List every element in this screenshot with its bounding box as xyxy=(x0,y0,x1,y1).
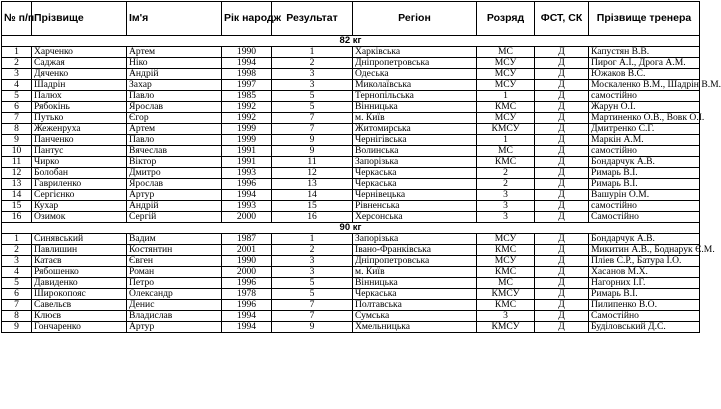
cell-region: Дніпропетровська xyxy=(353,256,477,267)
cell-rank: МСУ xyxy=(477,113,535,124)
cell-surname: Болобан xyxy=(32,168,127,179)
cell-result: 5 xyxy=(272,289,353,300)
cell-rank: 3 xyxy=(477,212,535,223)
header-region: Регіон xyxy=(353,2,477,36)
cell-fst: Д xyxy=(535,245,589,256)
cell-coach: Капустян В.В. xyxy=(589,47,700,58)
cell-region: Дніпропетровська xyxy=(353,58,477,69)
cell-result: 12 xyxy=(272,168,353,179)
cell-fst: Д xyxy=(535,69,589,80)
cell-num: 12 xyxy=(2,168,32,179)
cell-fst: Д xyxy=(535,179,589,190)
cell-name: Дмитро xyxy=(127,168,222,179)
cell-region: Чернігівська xyxy=(353,135,477,146)
cell-coach: самостійно xyxy=(589,91,700,102)
cell-rank: МС xyxy=(477,146,535,157)
cell-num: 7 xyxy=(2,300,32,311)
cell-rank: МСУ xyxy=(477,58,535,69)
table-row xyxy=(2,179,700,190)
cell-coach: Буділовський Д.С. xyxy=(589,322,700,333)
cell-coach: Римарь В.І. xyxy=(589,168,700,179)
cell-result: 7 xyxy=(272,311,353,322)
cell-region: Вінницька xyxy=(353,102,477,113)
table-row xyxy=(2,58,700,69)
cell-name: Вячеслав xyxy=(127,146,222,157)
table-row xyxy=(2,102,700,113)
cell-result: 5 xyxy=(272,278,353,289)
cell-coach: Дмитренко С.Г. xyxy=(589,124,700,135)
cell-surname: Павлишин xyxy=(32,245,127,256)
cell-name: Андрій xyxy=(127,201,222,212)
cell-surname: Саджая xyxy=(32,58,127,69)
cell-region: Рівненська xyxy=(353,201,477,212)
cell-result: 3 xyxy=(272,69,353,80)
cell-surname: Катаєв xyxy=(32,256,127,267)
cell-rank: КМС xyxy=(477,102,535,113)
cell-result: 2 xyxy=(272,58,353,69)
cell-rank: МС xyxy=(477,278,535,289)
cell-name: Владислав xyxy=(127,311,222,322)
cell-name: Андрій xyxy=(127,69,222,80)
cell-result: 9 xyxy=(272,322,353,333)
cell-coach: Хасанов М.Х. xyxy=(589,267,700,278)
cell-region: м. Київ xyxy=(353,113,477,124)
header-result: Результат xyxy=(272,2,353,36)
cell-num: 3 xyxy=(2,69,32,80)
cell-region: Черкаська xyxy=(353,168,477,179)
cell-year: 2000 xyxy=(222,267,272,278)
cell-region: Запорізька xyxy=(353,234,477,245)
cell-fst: Д xyxy=(535,201,589,212)
cell-coach: Самостійно xyxy=(589,311,700,322)
table-row xyxy=(2,278,700,289)
cell-surname: Рябошенко xyxy=(32,267,127,278)
cell-result: 13 xyxy=(272,179,353,190)
cell-region: Сумська xyxy=(353,311,477,322)
cell-coach: Самостійно xyxy=(589,212,700,223)
cell-result: 14 xyxy=(272,190,353,201)
cell-year: 1991 xyxy=(222,146,272,157)
cell-surname: Рябокінь xyxy=(32,102,127,113)
cell-coach: Вашурін О.М. xyxy=(589,190,700,201)
cell-rank: КМСУ xyxy=(477,289,535,300)
cell-name: Ярослав xyxy=(127,179,222,190)
cell-name: Віктор xyxy=(127,157,222,168)
cell-fst: Д xyxy=(535,47,589,58)
cell-region: Запорізька xyxy=(353,157,477,168)
cell-year: 1994 xyxy=(222,311,272,322)
cell-name: Олександр xyxy=(127,289,222,300)
cell-num: 1 xyxy=(2,234,32,245)
cell-num: 4 xyxy=(2,80,32,91)
cell-fst: Д xyxy=(535,157,589,168)
cell-num: 11 xyxy=(2,157,32,168)
cell-surname: Кухар xyxy=(32,201,127,212)
table-row xyxy=(2,69,700,80)
weight-category-row xyxy=(2,223,700,234)
cell-num: 4 xyxy=(2,267,32,278)
cell-surname: Палюх xyxy=(32,91,127,102)
table-row xyxy=(2,135,700,146)
cell-region: Хмельницька xyxy=(353,322,477,333)
cell-num: 13 xyxy=(2,179,32,190)
cell-name: Вадим xyxy=(127,234,222,245)
cell-num: 8 xyxy=(2,124,32,135)
cell-surname: Синявський xyxy=(32,234,127,245)
cell-coach: самостійно xyxy=(589,146,700,157)
cell-rank: МСУ xyxy=(477,80,535,91)
cell-coach: самостійно xyxy=(589,201,700,212)
cell-num: 1 xyxy=(2,47,32,58)
cell-coach: Пирог А.І., Дрога А.М. xyxy=(589,58,700,69)
cell-result: 7 xyxy=(272,113,353,124)
cell-result: 5 xyxy=(272,102,353,113)
cell-result: 3 xyxy=(272,80,353,91)
cell-fst: Д xyxy=(535,300,589,311)
cell-region: Черкаська xyxy=(353,179,477,190)
cell-name: Павло xyxy=(127,91,222,102)
cell-fst: Д xyxy=(535,113,589,124)
cell-year: 2001 xyxy=(222,245,272,256)
cell-fst: Д xyxy=(535,135,589,146)
cell-name: Роман xyxy=(127,267,222,278)
header-name: Ім'я xyxy=(127,2,222,36)
cell-year: 1978 xyxy=(222,289,272,300)
cell-surname: Панченко xyxy=(32,135,127,146)
cell-num: 15 xyxy=(2,201,32,212)
cell-year: 1990 xyxy=(222,47,272,58)
table-row xyxy=(2,157,700,168)
cell-fst: Д xyxy=(535,124,589,135)
cell-rank: 2 xyxy=(477,179,535,190)
cell-rank: 3 xyxy=(477,190,535,201)
cell-surname: Клюєв xyxy=(32,311,127,322)
cell-num: 9 xyxy=(2,135,32,146)
cell-name: Костянтин xyxy=(127,245,222,256)
cell-coach: Микитин А.В., Боднарук Є.М. xyxy=(589,245,700,256)
cell-num: 14 xyxy=(2,190,32,201)
cell-fst: Д xyxy=(535,146,589,157)
cell-surname: Шадрін xyxy=(32,80,127,91)
cell-rank: КМС xyxy=(477,267,535,278)
cell-region: м. Київ xyxy=(353,267,477,278)
table-row xyxy=(2,47,700,58)
cell-name: Сергій xyxy=(127,212,222,223)
header-surname: Прізвище xyxy=(32,2,127,36)
cell-result: 2 xyxy=(272,245,353,256)
cell-coach: Южаков В.С. xyxy=(589,69,700,80)
cell-fst: Д xyxy=(535,168,589,179)
cell-surname: Жеженруха xyxy=(32,124,127,135)
header-coach: Прізвище тренера xyxy=(589,2,700,36)
cell-region: Волинська xyxy=(353,146,477,157)
table-row xyxy=(2,234,700,245)
cell-coach: Бондарчук А.В. xyxy=(589,157,700,168)
cell-name: Артур xyxy=(127,322,222,333)
cell-num: 9 xyxy=(2,322,32,333)
cell-surname: Давиденко xyxy=(32,278,127,289)
cell-fst: Д xyxy=(535,212,589,223)
cell-year: 1992 xyxy=(222,102,272,113)
table-row xyxy=(2,289,700,300)
cell-year: 1991 xyxy=(222,157,272,168)
table-row xyxy=(2,168,700,179)
cell-year: 1998 xyxy=(222,69,272,80)
cell-result: 9 xyxy=(272,146,353,157)
cell-name: Петро xyxy=(127,278,222,289)
cell-coach: Римарь В.І. xyxy=(589,179,700,190)
cell-name: Артур xyxy=(127,190,222,201)
cell-year: 1992 xyxy=(222,113,272,124)
cell-rank: КМСУ xyxy=(477,322,535,333)
cell-region: Черкаська xyxy=(353,289,477,300)
cell-result: 1 xyxy=(272,234,353,245)
cell-fst: Д xyxy=(535,190,589,201)
cell-name: Ніко xyxy=(127,58,222,69)
header-fst: ФСТ, СК xyxy=(535,2,589,36)
cell-name: Артем xyxy=(127,47,222,58)
cell-year: 1994 xyxy=(222,58,272,69)
cell-year: 1999 xyxy=(222,135,272,146)
cell-year: 1993 xyxy=(222,168,272,179)
cell-year: 1993 xyxy=(222,201,272,212)
table-row xyxy=(2,80,700,91)
cell-year: 1987 xyxy=(222,234,272,245)
table-row xyxy=(2,311,700,322)
cell-year: 2000 xyxy=(222,212,272,223)
cell-num: 6 xyxy=(2,289,32,300)
weight-category-row xyxy=(2,36,700,47)
table-row xyxy=(2,146,700,157)
cell-result: 15 xyxy=(272,201,353,212)
cell-year: 1994 xyxy=(222,322,272,333)
cell-name: Денис xyxy=(127,300,222,311)
header-row xyxy=(2,2,700,36)
cell-surname: Савельєв xyxy=(32,300,127,311)
cell-fst: Д xyxy=(535,267,589,278)
cell-result: 5 xyxy=(272,91,353,102)
table-row xyxy=(2,113,700,124)
cell-rank: 1 xyxy=(477,135,535,146)
cell-fst: Д xyxy=(535,91,589,102)
cell-name: Ярослав xyxy=(127,102,222,113)
cell-result: 7 xyxy=(272,124,353,135)
cell-rank: МС xyxy=(477,47,535,58)
cell-surname: Путько xyxy=(32,113,127,124)
cell-fst: Д xyxy=(535,58,589,69)
cell-name: Артем xyxy=(127,124,222,135)
cell-year: 1990 xyxy=(222,256,272,267)
cell-surname: Харченко xyxy=(32,47,127,58)
cell-surname: Широкопояс xyxy=(32,289,127,300)
cell-rank: 2 xyxy=(477,168,535,179)
cell-region: Тернопільська xyxy=(353,91,477,102)
cell-num: 16 xyxy=(2,212,32,223)
cell-result: 3 xyxy=(272,267,353,278)
header-num: № п/п xyxy=(2,2,32,36)
cell-result: 11 xyxy=(272,157,353,168)
cell-fst: Д xyxy=(535,102,589,113)
cell-rank: МСУ xyxy=(477,69,535,80)
cell-fst: Д xyxy=(535,234,589,245)
table-row xyxy=(2,124,700,135)
cell-surname: Сергієнко xyxy=(32,190,127,201)
cell-surname: Гавриленко xyxy=(32,179,127,190)
results-table xyxy=(1,1,721,333)
cell-name: Єгор xyxy=(127,113,222,124)
table-row xyxy=(2,322,700,333)
cell-coach: Маркін А.М. xyxy=(589,135,700,146)
cell-fst: Д xyxy=(535,80,589,91)
cell-num: 8 xyxy=(2,311,32,322)
table-row xyxy=(2,267,700,278)
cell-num: 5 xyxy=(2,278,32,289)
cell-name: Захар xyxy=(127,80,222,91)
table-row xyxy=(2,212,700,223)
cell-region: Житомирська xyxy=(353,124,477,135)
cell-num: 3 xyxy=(2,256,32,267)
cell-year: 1996 xyxy=(222,300,272,311)
cell-result: 9 xyxy=(272,135,353,146)
cell-rank: 3 xyxy=(477,311,535,322)
cell-num: 10 xyxy=(2,146,32,157)
cell-coach: Жарун О.І. xyxy=(589,102,700,113)
cell-coach: Римарь В.І. xyxy=(589,289,700,300)
cell-surname: Гончаренко xyxy=(32,322,127,333)
cell-year: 1996 xyxy=(222,179,272,190)
cell-surname: Озимок xyxy=(32,212,127,223)
cell-year: 1994 xyxy=(222,190,272,201)
cell-rank: КМС xyxy=(477,245,535,256)
cell-coach: Москаленко В.М., Шадрін В.М. xyxy=(589,80,700,91)
cell-region: Івано-Франківська xyxy=(353,245,477,256)
table-row xyxy=(2,190,700,201)
cell-region: Херсонська xyxy=(353,212,477,223)
table-row xyxy=(2,245,700,256)
cell-result: 7 xyxy=(272,300,353,311)
cell-year: 1985 xyxy=(222,91,272,102)
weight-category-title: 82 кг xyxy=(2,36,700,47)
cell-name: Павло xyxy=(127,135,222,146)
header-rank: Розряд xyxy=(477,2,535,36)
cell-rank: 1 xyxy=(477,91,535,102)
cell-region: Харківська xyxy=(353,47,477,58)
cell-result: 16 xyxy=(272,212,353,223)
cell-region: Миколаївська xyxy=(353,80,477,91)
table-row xyxy=(2,201,700,212)
cell-rank: МСУ xyxy=(477,256,535,267)
cell-rank: КМСУ xyxy=(477,124,535,135)
cell-num: 6 xyxy=(2,102,32,113)
cell-rank: МСУ xyxy=(477,234,535,245)
cell-result: 1 xyxy=(272,47,353,58)
cell-coach: Пліев С.Р., Батура І.О. xyxy=(589,256,700,267)
cell-surname: Дяченко xyxy=(32,69,127,80)
cell-num: 7 xyxy=(2,113,32,124)
cell-fst: Д xyxy=(535,289,589,300)
cell-coach: Мартиненко О.В., Вовк О.І. xyxy=(589,113,700,124)
cell-region: Полтавська xyxy=(353,300,477,311)
table-row xyxy=(2,256,700,267)
cell-year: 1997 xyxy=(222,80,272,91)
cell-coach: Бондарчук А.В. xyxy=(589,234,700,245)
cell-surname: Пантус xyxy=(32,146,127,157)
cell-rank: 3 xyxy=(477,201,535,212)
cell-num: 2 xyxy=(2,245,32,256)
cell-fst: Д xyxy=(535,256,589,267)
cell-fst: Д xyxy=(535,322,589,333)
cell-result: 3 xyxy=(272,256,353,267)
cell-num: 5 xyxy=(2,91,32,102)
cell-rank: КМС xyxy=(477,300,535,311)
weight-category-title: 90 кг xyxy=(2,223,700,234)
cell-coach: Пилипенко В.О. xyxy=(589,300,700,311)
cell-region: Чернівецька xyxy=(353,190,477,201)
cell-year: 1999 xyxy=(222,124,272,135)
table-row xyxy=(2,300,700,311)
cell-region: Вінницька xyxy=(353,278,477,289)
cell-year: 1996 xyxy=(222,278,272,289)
table-row xyxy=(2,91,700,102)
cell-region: Одеська xyxy=(353,69,477,80)
cell-coach: Нагорних І.Г. xyxy=(589,278,700,289)
cell-name: Євген xyxy=(127,256,222,267)
cell-fst: Д xyxy=(535,311,589,322)
cell-surname: Чирко xyxy=(32,157,127,168)
cell-rank: КМС xyxy=(477,157,535,168)
header-year: Рік народж xyxy=(222,2,272,36)
cell-fst: Д xyxy=(535,278,589,289)
cell-num: 2 xyxy=(2,58,32,69)
